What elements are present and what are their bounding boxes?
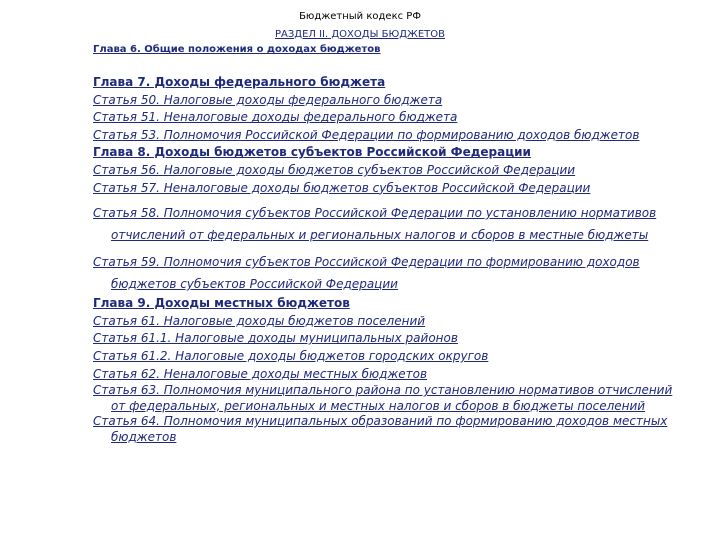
article-61-1-link[interactable]: Статья 61.1. Налоговые доходы муниципальных районов <box>93 331 458 346</box>
article-58-link-continuation[interactable]: отчислений от федеральных и региональных налогов и сборов в местные бюджеты <box>111 228 649 243</box>
article-64-link[interactable]: Статья 64. Полномочия муниципальных образований по формированию доходов местных <box>93 414 668 429</box>
article-63-link-continuation[interactable]: от федеральных, региональных и местных налогов и сборов в бюджеты поселений <box>111 398 646 413</box>
article-61-link[interactable]: Статья 61. Налоговые доходы бюджетов поселений <box>93 313 426 328</box>
article-62-link[interactable]: Статья 62. Неналоговые доходы местных бюджетов <box>93 366 428 381</box>
article-59-link[interactable]: Статья 59. Полномочия субъектов Российской Федерации по формированию доходов <box>93 255 640 270</box>
article-61-2-link[interactable]: Статья 61.2. Налоговые доходы бюджетов городских округов <box>93 348 489 363</box>
article-50-link[interactable]: Статья 50. Налоговые доходы федерального бюджета <box>93 92 443 107</box>
chapter-7-link[interactable]: Глава 7. Доходы федерального бюджета <box>93 75 386 89</box>
article-58-link[interactable]: Статья 58. Полномочия субъектов Российской Федерации по установлению нормативов <box>93 206 657 221</box>
chapter-9-link[interactable]: Глава 9. Доходы местных бюджетов <box>93 296 350 311</box>
article-63-link[interactable]: Статья 63. Полномочия муниципального района по установлению нормативов отчислений <box>93 383 673 398</box>
chapter-6-link[interactable]: Глава 6. Общие положения о доходах бюджетов <box>93 44 381 55</box>
article-59-link-continuation[interactable]: бюджетов субъектов Российской Федерации <box>111 277 398 292</box>
article-64-link-continuation[interactable]: бюджетов <box>111 429 177 444</box>
article-56-link[interactable]: Статья 56. Налоговые доходы бюджетов субъектов Российской Федерации <box>93 162 576 177</box>
article-57-link[interactable]: Статья 57. Неналоговые доходы бюджетов субъектов Российской Федерации <box>93 180 591 195</box>
page-title: Бюджетный кодекс РФ <box>299 11 421 22</box>
article-51-link[interactable]: Статья 51. Неналоговые доходы федерального бюджета <box>93 110 458 125</box>
chapter-8-link[interactable]: Глава 8. Доходы бюджетов субъектов Российской Федерации <box>93 145 531 160</box>
table-of-contents <box>93 74 705 445</box>
section-link[interactable]: РАЗДЕЛ II. ДОХОДЫ БЮДЖЕТОВ <box>275 29 445 40</box>
article-53-link[interactable]: Статья 53. Полномочия Российской Федерации по формированию доходов бюджетов <box>93 127 640 142</box>
